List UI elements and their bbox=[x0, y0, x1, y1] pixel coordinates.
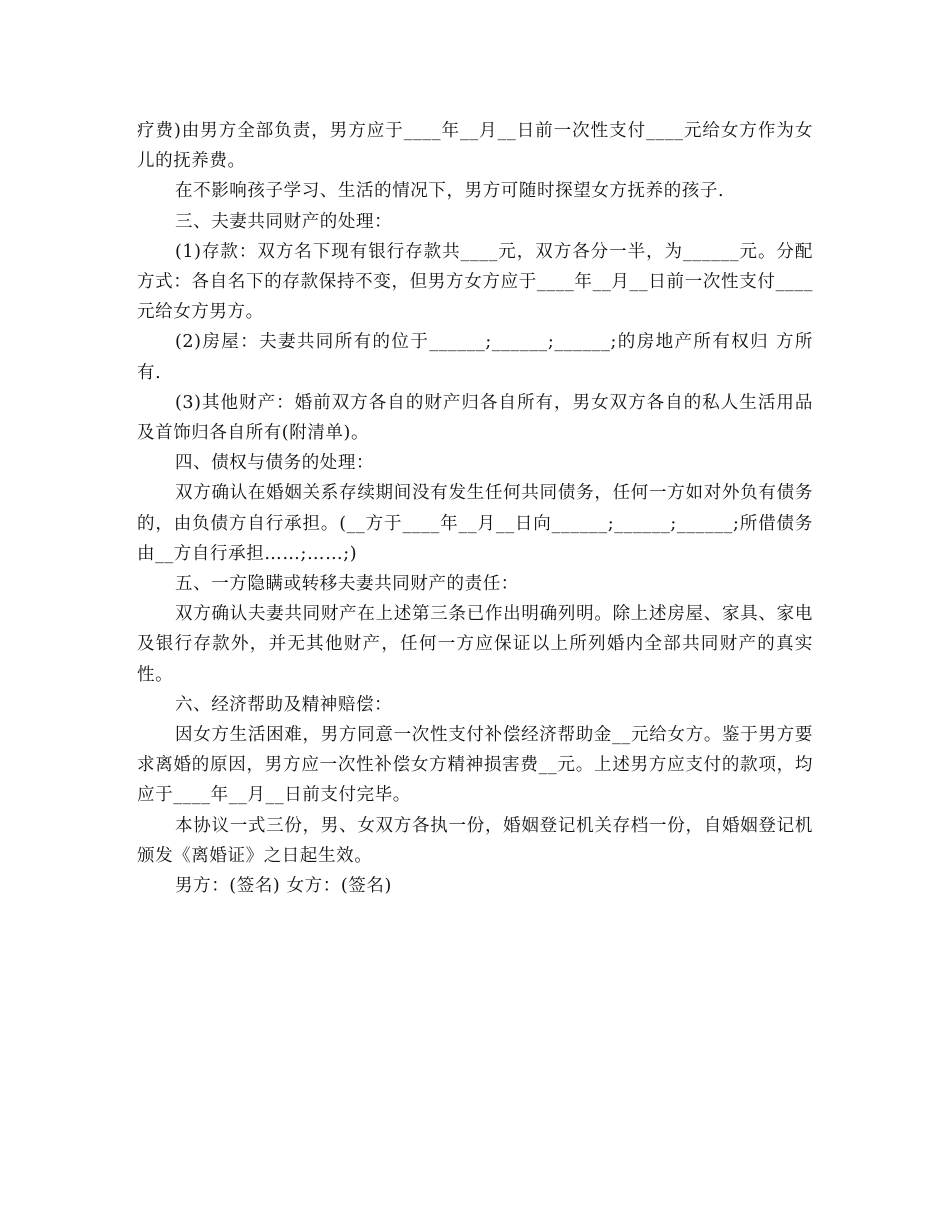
section-heading-debts: 四、债权与债务的处理： bbox=[175, 453, 375, 474]
paragraph-other-property: (3)其他财产：婚前双方各自的财产归各自所有，男女双方各自的私人生活用品及首饰归各自所有(附清单)。 bbox=[137, 392, 813, 444]
paragraph-debts: 双方确认在婚姻关系存续期间没有发生任何共同债务，任何一方如对外负有债务的，由负债方自行承担。(__方于____年__月__日向______;______;______;所借债务由__方自行承担……;……;) bbox=[137, 483, 813, 564]
signature-line: 男方：(签名) 女方：(签名) bbox=[175, 876, 392, 897]
document-body bbox=[137, 116, 813, 901]
paragraph-effectiveness: 本协议一式三份，男、女双方各执一份，婚姻登记机关存档一份，自婚姻登记机颁发《离婚证》之日起生效。 bbox=[137, 815, 813, 866]
section-heading-concealment: 五、一方隐瞒或转移夫妻共同财产的责任： bbox=[175, 574, 519, 595]
section-heading-property: 三、夫妻共同财产的处理： bbox=[175, 211, 393, 232]
paragraph-visitation: 在不影响孩子学习、生活的情况下，男方可随时探望女方抚养的孩子. bbox=[175, 181, 725, 202]
section-heading-compensation: 六、经济帮助及精神赔偿： bbox=[175, 694, 393, 715]
paragraph-compensation: 因女方生活困难，男方同意一次性支付补偿经济帮助金__元给女方。鉴于男方要求离婚的原因，男方应一次性补偿女方精神损害费__元。上述男方应支付的款项，均应于____年__月__日前支付完毕。 bbox=[137, 725, 813, 806]
paragraph-child-support-continued: 疗费)由男方全部负责，男方应于____年__月__日前一次性支付____元给女方作为女儿的抚养费。 bbox=[137, 121, 813, 172]
paragraph-house: (2)房屋：夫妻共同所有的位于______;______;______;的房地产所有权归 方所有. bbox=[137, 332, 813, 383]
paragraph-deposits: (1)存款：双方名下现有银行存款共____元，双方各分一半，为______元。分配方式：各自名下的存款保持不变，但男方女方应于____年__月__日前一次性支付____元给女方男方。 bbox=[137, 241, 813, 323]
paragraph-concealment: 双方确认夫妻共同财产在上述第三条已作出明确列明。除上述房屋、家具、家电及银行存款外，并无其他财产，任何一方应保证以上所列婚内全部共同财产的真实性。 bbox=[137, 604, 813, 685]
